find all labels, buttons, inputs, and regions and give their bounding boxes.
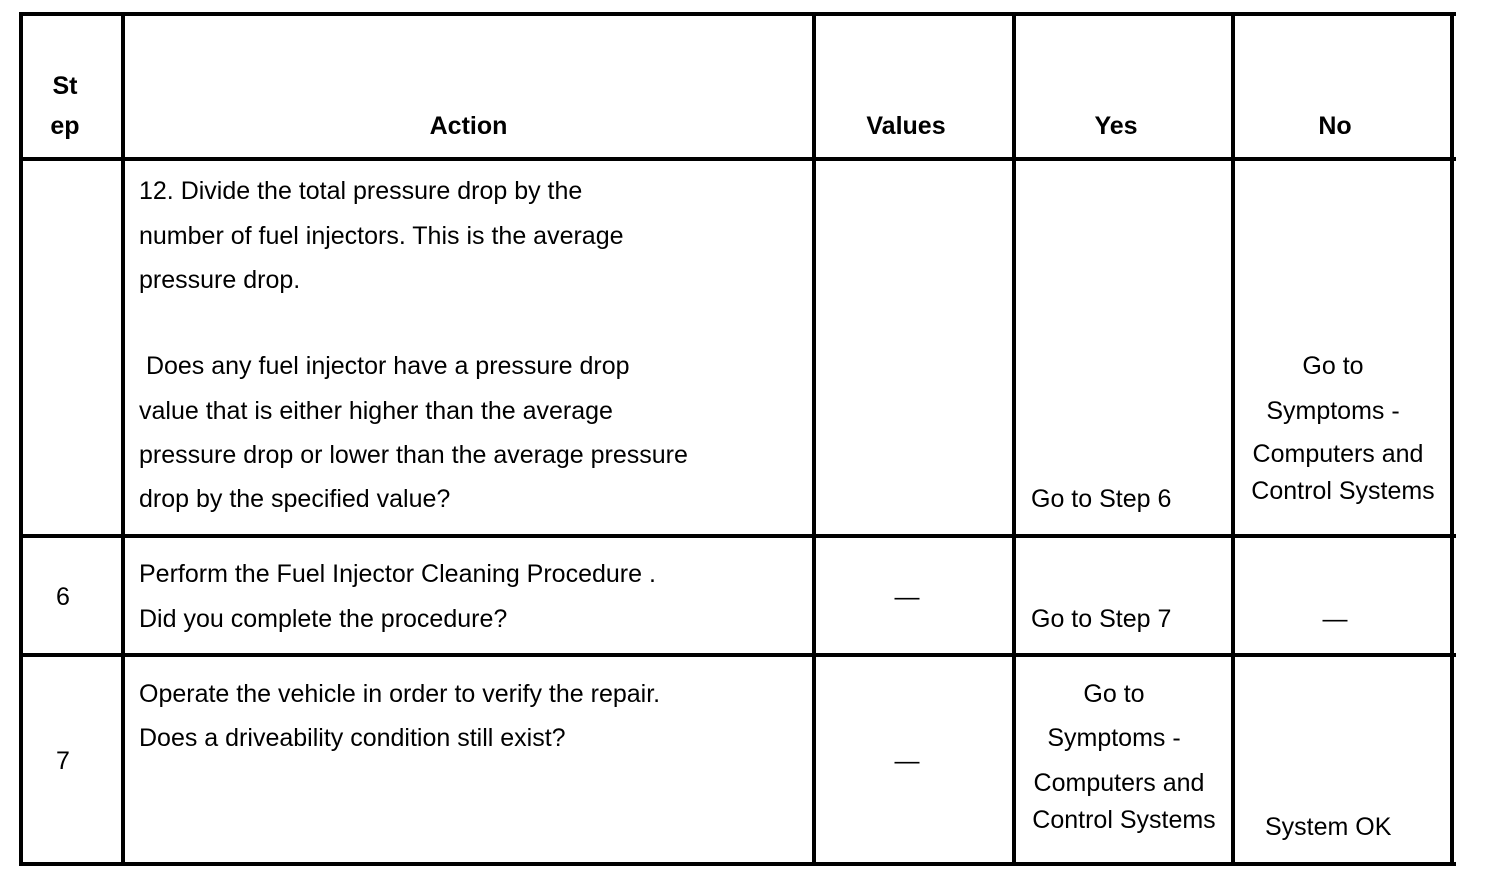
action-line: 12. Divide the total pressure drop by the (139, 177, 583, 205)
row-divider-2 (19, 653, 1456, 657)
values-cell: — (894, 583, 920, 611)
no-cell: — (1322, 605, 1348, 633)
no-cell-line: Symptoms - (1266, 397, 1400, 425)
action-line: pressure drop. (139, 266, 301, 294)
no-cell-line: Go to (1302, 352, 1364, 380)
header-step-line2: ep (50, 112, 80, 140)
header-divider (19, 157, 1456, 161)
action-line: pressure drop or lower than the average pressure (139, 441, 688, 469)
no-cell-line: Computers and (1252, 440, 1424, 468)
action-line: value that is either higher than the average (139, 397, 613, 425)
values-cell: — (894, 747, 920, 775)
yes-cell-line: Control Systems (1032, 806, 1216, 834)
no-cell: System OK (1265, 813, 1392, 841)
header-values: Values (866, 112, 946, 140)
yes-cell-line: Computers and (1033, 769, 1205, 797)
row-divider-1 (19, 534, 1456, 538)
step-number: 7 (56, 747, 70, 775)
action-line: Perform the Fuel Injector Cleaning Procedure . (139, 560, 656, 588)
no-cell-line: Control Systems (1251, 477, 1435, 505)
action-line: Did you complete the procedure? (139, 605, 508, 633)
action-line: number of fuel injectors. This is the average (139, 222, 624, 250)
table-border-top (19, 12, 1456, 16)
action-line: Operate the vehicle in order to verify the repair. (139, 680, 661, 708)
action-line: Does a driveability condition still exist? (139, 724, 566, 752)
yes-cell-line: Go to (1083, 680, 1145, 708)
step-number: 6 (56, 583, 70, 611)
header-step-line1: St (52, 72, 78, 100)
yes-cell: Go to Step 6 (1031, 485, 1172, 513)
yes-cell: Go to Step 7 (1031, 605, 1172, 633)
col-border-right (1450, 12, 1454, 866)
action-line: drop by the specified value? (139, 485, 451, 513)
header-yes: Yes (1094, 112, 1138, 140)
header-no: No (1318, 112, 1352, 140)
table-border-bottom (19, 862, 1456, 866)
yes-cell-line: Symptoms - (1047, 724, 1181, 752)
header-action: Action (429, 112, 508, 140)
action-line: Does any fuel injector have a pressure drop (139, 352, 630, 380)
